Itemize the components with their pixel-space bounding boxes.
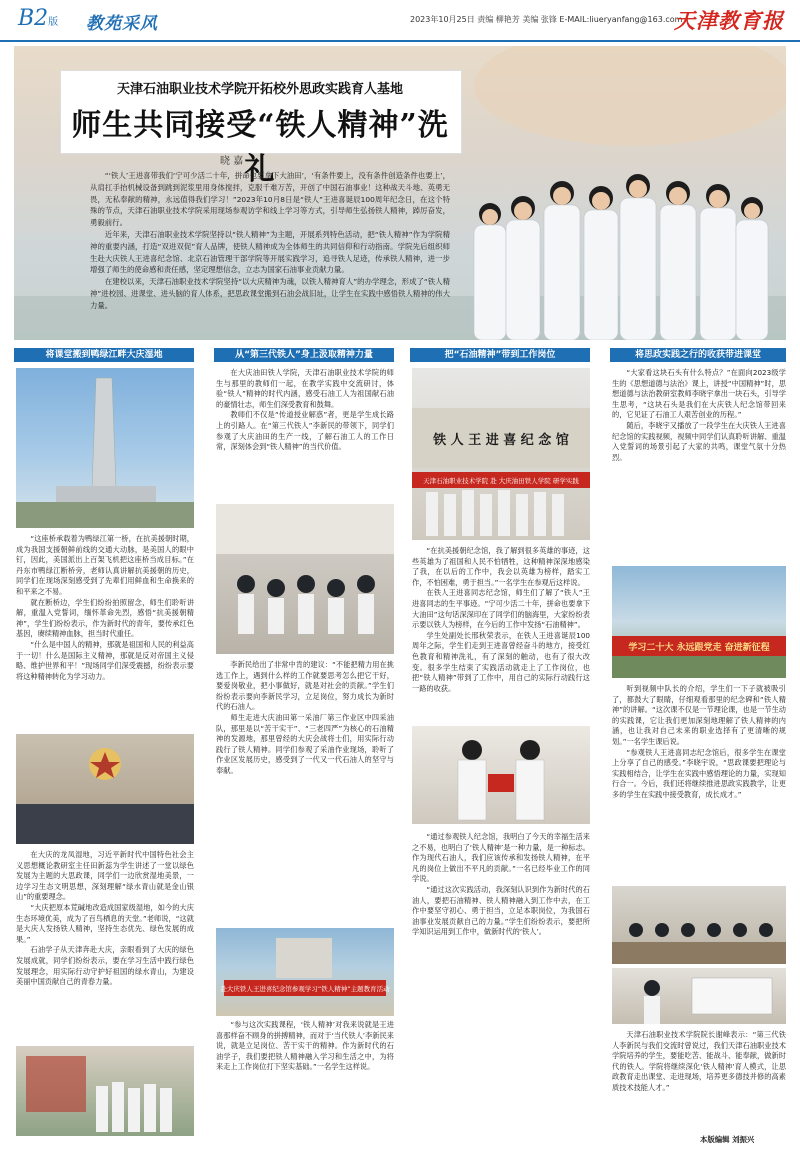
memorial-hall-sign-photo <box>412 368 590 540</box>
column-4-text-b <box>612 684 786 880</box>
award-svg <box>412 726 590 824</box>
column-1-paragraph-3: “什么是中国人的精神，那就是祖国和人民的利益高于一切！什么是国际主义精神，那就是反对帝国主义侵略、维护世界和平！”现场同学们深受震撼，纷纷表示要将这种精神转化为学习动力。 <box>16 639 194 681</box>
award-photo <box>412 726 590 824</box>
column-2-text-b <box>216 660 394 820</box>
column-1-paragraph-2: 就在断桥边，学生们纷纷拍照留念，师生们聆听讲解，重温入党誓词，缅怀革命先烈，感悟“抗美援朝精神”，学生们纷纷表示，作为新时代的青年，要传承红色基因，赓续精神血脉，担当时代重任。 <box>16 597 194 639</box>
flag-banner-text: 赴大庆铁人王进喜纪念馆参观学习“铁人精神”主题教育活动 <box>220 985 390 993</box>
red-banner-text: 天津石油职业技术学院 赴 大庆油田铁人学院 研学实践 <box>423 477 579 485</box>
lead-paragraph-2: 近年来，天津石油职业技术学院坚持以“铁人精神”为主题，开展系列特色活动，把“铁人精神”作为学院精神的重要内涵，打造“双进双促”育人品牌，使铁人精神成为全体师生的共同信仰和行动指南。学院先后组织师生赴大庆铁人王进喜纪念馆、北京石油管理干部学院等开展实践学习，追寻铁人足迹，传承铁人精神，进一步增强了师生的使命感和责任感，坚定理想信念，立志为国家石油事业贡献力量。 <box>90 229 450 275</box>
column-3-paragraph-5: “通过这次实践活动，我深刻认识到作为新时代的石油人，要把石油精神、铁人精神融入到工作中去，在工作中要坚守初心、勇于担当，立足本职岗位，为我国石油事业发展贡献自己的力量。”学生们纷纷表示，要把所学知识运用到工作中，做新时代的‘铁人’。 <box>412 884 590 937</box>
column-2-paragraph-4: 师生走进大庆油田第一采油厂第三作业区中四采油队，那里是以“苦干实干”、“三老四严”为核心的石油精神的发源地，那里曾经的大庆会战将士们，用实际行动践行了铁人精神。同学们参观了采油作业现场，聆听了作业区发展历史，感受到了一代又一代石油人的坚守与奉献。 <box>216 712 394 775</box>
column-4-text-c <box>612 1030 786 1130</box>
classroom-lecture-photo <box>216 504 394 654</box>
column-1-text-a <box>16 534 194 726</box>
column-1-text-b <box>16 850 194 1040</box>
column-3-paragraph-4: “通过参观铁人纪念馆，我明白了今天的幸福生活来之不易，也明白了‘铁人精神’是一种力量，是一种标志。作为现代石油人，我们应该传承和发扬铁人精神，在平凡的岗位上做出不平凡的贡献。”一名已经毕业工作的同学说。 <box>412 832 590 884</box>
memorial-sign-text: 铁 人 王 进 喜 纪 念 馆 <box>433 433 569 448</box>
column-2-paragraph-5: “参与这次实践课程，‘铁人精神’对我来说就是王进喜那样奋不顾身的拼搏精神，而对于‘当代铁人’李新民来说，就是立足岗位、苦干实干的精神。作为新时代的石油学子，我们要把铁人精神融入学习和生活之中，为将来走上工作岗位打下坚实基础。”一名学生这样说。 <box>216 1020 394 1072</box>
column-4-paragraph-5: 天津石油职业技术学院院长谢峰表示：“第三代铁人李新民与我们交流时曾说过，我们天津石油职业技术学院培养的学生，要能吃苦、能战斗、能奉献，做新时代的铁人。学院将继续深化‘铁人精神’育人模式，让思政教育走出课堂、走进现场，培养更多德技并修的高素质技术技能人才。” <box>612 1030 786 1092</box>
editor-note: 本版编辑 刘振兴 <box>700 1135 755 1144</box>
column-2-text-a <box>216 368 394 498</box>
slogan-wall-photo <box>612 566 786 678</box>
teaching-photo <box>612 968 786 1024</box>
column-4-paragraph-2: 随后，李晓宇又播放了一段学生在大庆铁人王进喜纪念馆的实践视频，视频中同学们认真聆听讲解、重温入党誓词的场景引起了大家的共鸣，课堂气氛十分热烈。 <box>612 420 786 462</box>
column-4-paragraph-1: “大家看这块石头有什么特点？”在面向2023级学生的《思想道德与法治》课上，讲授“中国精神”时，思想道德与法治教研室教师李晓宇拿出一块石头，引导学生思考，“这块石头是我们在大庆铁人纪念馆带回来的，它见证了石油工人艰苦创业的历程。” <box>612 368 786 420</box>
article-lead <box>90 170 450 312</box>
column-2-text-c <box>216 1020 394 1140</box>
header-info: 2023年10月25日 责编 柳艳芳 美编 张锋 E-MAIL:liueryanfang@163.com <box>410 15 683 24</box>
column-4-paragraph-4: “参观铁人王进喜同志纪念馆后，很多学生在课堂上分享了自己的感受。”李晓宇说，“思政课要把理论与实践相结合，让学生在实践中感悟理论的力量，实现知行合一。今后，我们还将继续推进思政实践教学，让更多的学生在实践中接受教育，成长成才。” <box>612 747 786 799</box>
article-kicker: 天津石油职业技术学院开拓校外思政实践育人基地 <box>116 82 403 97</box>
column-1-paragraph-4: 在大庆的龙凤湿地，习近平新时代中国特色社会主义思想概论教研室主任田新蕊为学生讲述了一堂以绿色发展为主题的大思政课，同学们一边欣赏湿地美景，一边学习生态文明思想，深刻理解“绿水青山就是金山银山”的重要理念。 <box>16 850 194 902</box>
students-at-monument-photo <box>16 1046 194 1136</box>
monument-svg <box>16 368 194 528</box>
column-2-title: 从“第三代铁人”身上汲取精神力量 <box>214 348 394 362</box>
section-name: 教苑采风 <box>86 14 158 34</box>
monument-photo <box>16 368 194 528</box>
column-2-paragraph-1: 在大庆油田铁人学院，天津石油职业技术学院的师生与那里的教师们一起，在教学实践中交流研讨，体验“铁人”精神的时代内涵，感受石油工人为祖国献石油的豪情壮志，师生们深受教育和鼓舞。 <box>216 368 394 409</box>
article-headline: 师生共同接受“铁人精神”洗礼 <box>71 108 449 187</box>
flag-group-photo <box>216 928 394 1016</box>
column-1-paragraph-1: “这座桥承载着为鸭绿江第一桥，在抗美援朝时期，成为我国支援朝鲜前线的交通大动脉，是美国人的眼中钉，因此，美国派出上百架飞机把这座桥当成目标。”在丹东市鸭绿江断桥旁，老师认真讲解抗美援朝的历史，同学们在现场深刻感受到了先辈们用鲜血和生命换来的和平来之不易。 <box>16 534 194 596</box>
column-1-title: 将课堂搬到鸭绿江畔大庆湿地 <box>14 348 194 362</box>
classroom-lecture-svg <box>216 504 394 654</box>
newspaper-logo: 天津教育报 <box>674 8 784 33</box>
memorial-hall-photo <box>16 734 194 844</box>
column-2-paragraph-2: 教师们不仅是“传道授业解惑”者，更是学生成长路上的引路人。在“第三代铁人”李新民的带领下，同学们参观了大庆油田的生产一线，了解石油工人的工作日常，深刻体会到“铁人精神”的当代价值。 <box>216 410 394 452</box>
slogan-text: 学习二十大 永远跟党走 奋进新征程 <box>628 643 770 653</box>
classroom-svg <box>612 886 786 964</box>
column-3-text-b <box>412 832 590 1132</box>
column-1-paragraph-5: “大庆把原本荒碱地改造成国家级湿地，如今的大庆生态环境优美，成为了百鸟栖息的天堂。”老师说，“这就是大庆人发扬铁人精神，坚持生态优先、绿色发展的成果。” <box>16 902 194 944</box>
lead-paragraph-1: “‘铁人’王进喜带我们‘宁可少活二十年，拼命也要拿下大油田’，‘有条件要上，没有条件创造条件也要上’，从肩扛手抬机械设备到跳到泥浆里用身体搅拌，克服千难万苦，开创了中国石油事业！这种战天斗地、英勇无畏，无私奉献的精神，永远值得我们学习！”2023年10月8日是“铁人”王进喜诞辰100周年纪念日，在这个特殊的节点，天津石油职业技术学院采用现场参观访学和线上学习等方式，引导师生弘扬铁人精神，踔厉奋发，勇毅前行。 <box>90 171 450 228</box>
classroom-photo <box>612 886 786 964</box>
article-byline: 晓 嘉 <box>220 156 244 167</box>
teaching-svg <box>612 968 786 1024</box>
students-group-photo <box>470 150 770 340</box>
column-3-paragraph-1: “在抗美援朝纪念馆，我了解到很多英雄的事迹，这些英雄为了祖国和人民不怕牺牲，这种精神深深地感染了我，在以后的工作中，我会以英雄为榜样，踏实工作，不怕困难，勇于担当。”一名学生在参观后这样说。 <box>412 546 590 587</box>
column-4-title: 将思政实践之行的收获带进课堂 <box>610 348 786 362</box>
students-at-monument-svg <box>16 1046 194 1136</box>
column-3-title: 把“石油精神”带到工作岗位 <box>410 348 590 362</box>
column-4-paragraph-3: 听到视频中队长的介绍，学生们一下子就被吸引了，都鼓大了眼睛，仔细观看那里的纪念碑和“铁人精神”的讲解。“这次课不仅是一节理论课，也是一节生动的实践课，它让我们更加深刻地理解了铁人精神的内涵，也让我对自己未来的职业选择有了更清晰的规划。”一名学生课后说。 <box>612 684 786 746</box>
column-1-paragraph-6: 石油学子从天津奔赴大庆，亲眼看到了大庆的绿色发展成就，同学们纷纷表示，要在学习生活中践行绿色发展理念，用实际行动守护好祖国的绿水青山，为建设美丽中国贡献自己的青春力量。 <box>16 945 194 987</box>
column-2-paragraph-3: 李新民给出了非常中肯的建议：“不能把精力用在挑选工作上，遇到什么样的工作就要思考怎么把它干好，要爱岗敬业，把小事做好，就是对社会的贡献。”学生们纷纷表示要向李新民学习，立足岗位，努力成长为新时代的石油人。 <box>216 660 394 712</box>
flag-group-svg <box>216 928 394 1016</box>
lead-paragraph-3: 在建校以来，天津石油职业技术学院坚持“以大庆精神为魂，以铁人精神育人”的办学理念，形成了“铁人精神”进校园、进课堂、进头脑的育人体系，把思政课堂搬到石油会战旧址，让学生在实践中感悟铁人精神的伟大力量。 <box>90 277 450 310</box>
slogan-wall-svg <box>612 566 786 678</box>
column-3-text-a <box>412 546 590 704</box>
column-4-text-a <box>612 368 786 558</box>
column-3-paragraph-2: 在铁人王进喜同志纪念馆，师生们了解了“铁人”王进喜同志的生平事迹。“宁可少活二十年，拼命也要拿下大油田”这句话深深印在了同学们的脑海里，大家纷纷表示要以铁人为榜样，在今后的工作中发扬“石油精神”。 <box>412 588 590 630</box>
memorial-hall-sign-svg <box>412 368 590 540</box>
column-3-paragraph-3: 学生处副处长邢秋荣表示，在铁人王进喜诞辰100周年之际，学生们走到王进喜曾经奋斗的地方，接受红色教育和精神洗礼，有了深刻的触动，也有了很大改变。很多学生结束了实践活动就走上了工作岗位，也把“铁人精神”带到了工作中，用自己的实际行动践行这一路的收获。 <box>412 630 590 693</box>
page-number: B2版 <box>18 6 59 31</box>
memorial-hall-svg <box>16 734 194 844</box>
